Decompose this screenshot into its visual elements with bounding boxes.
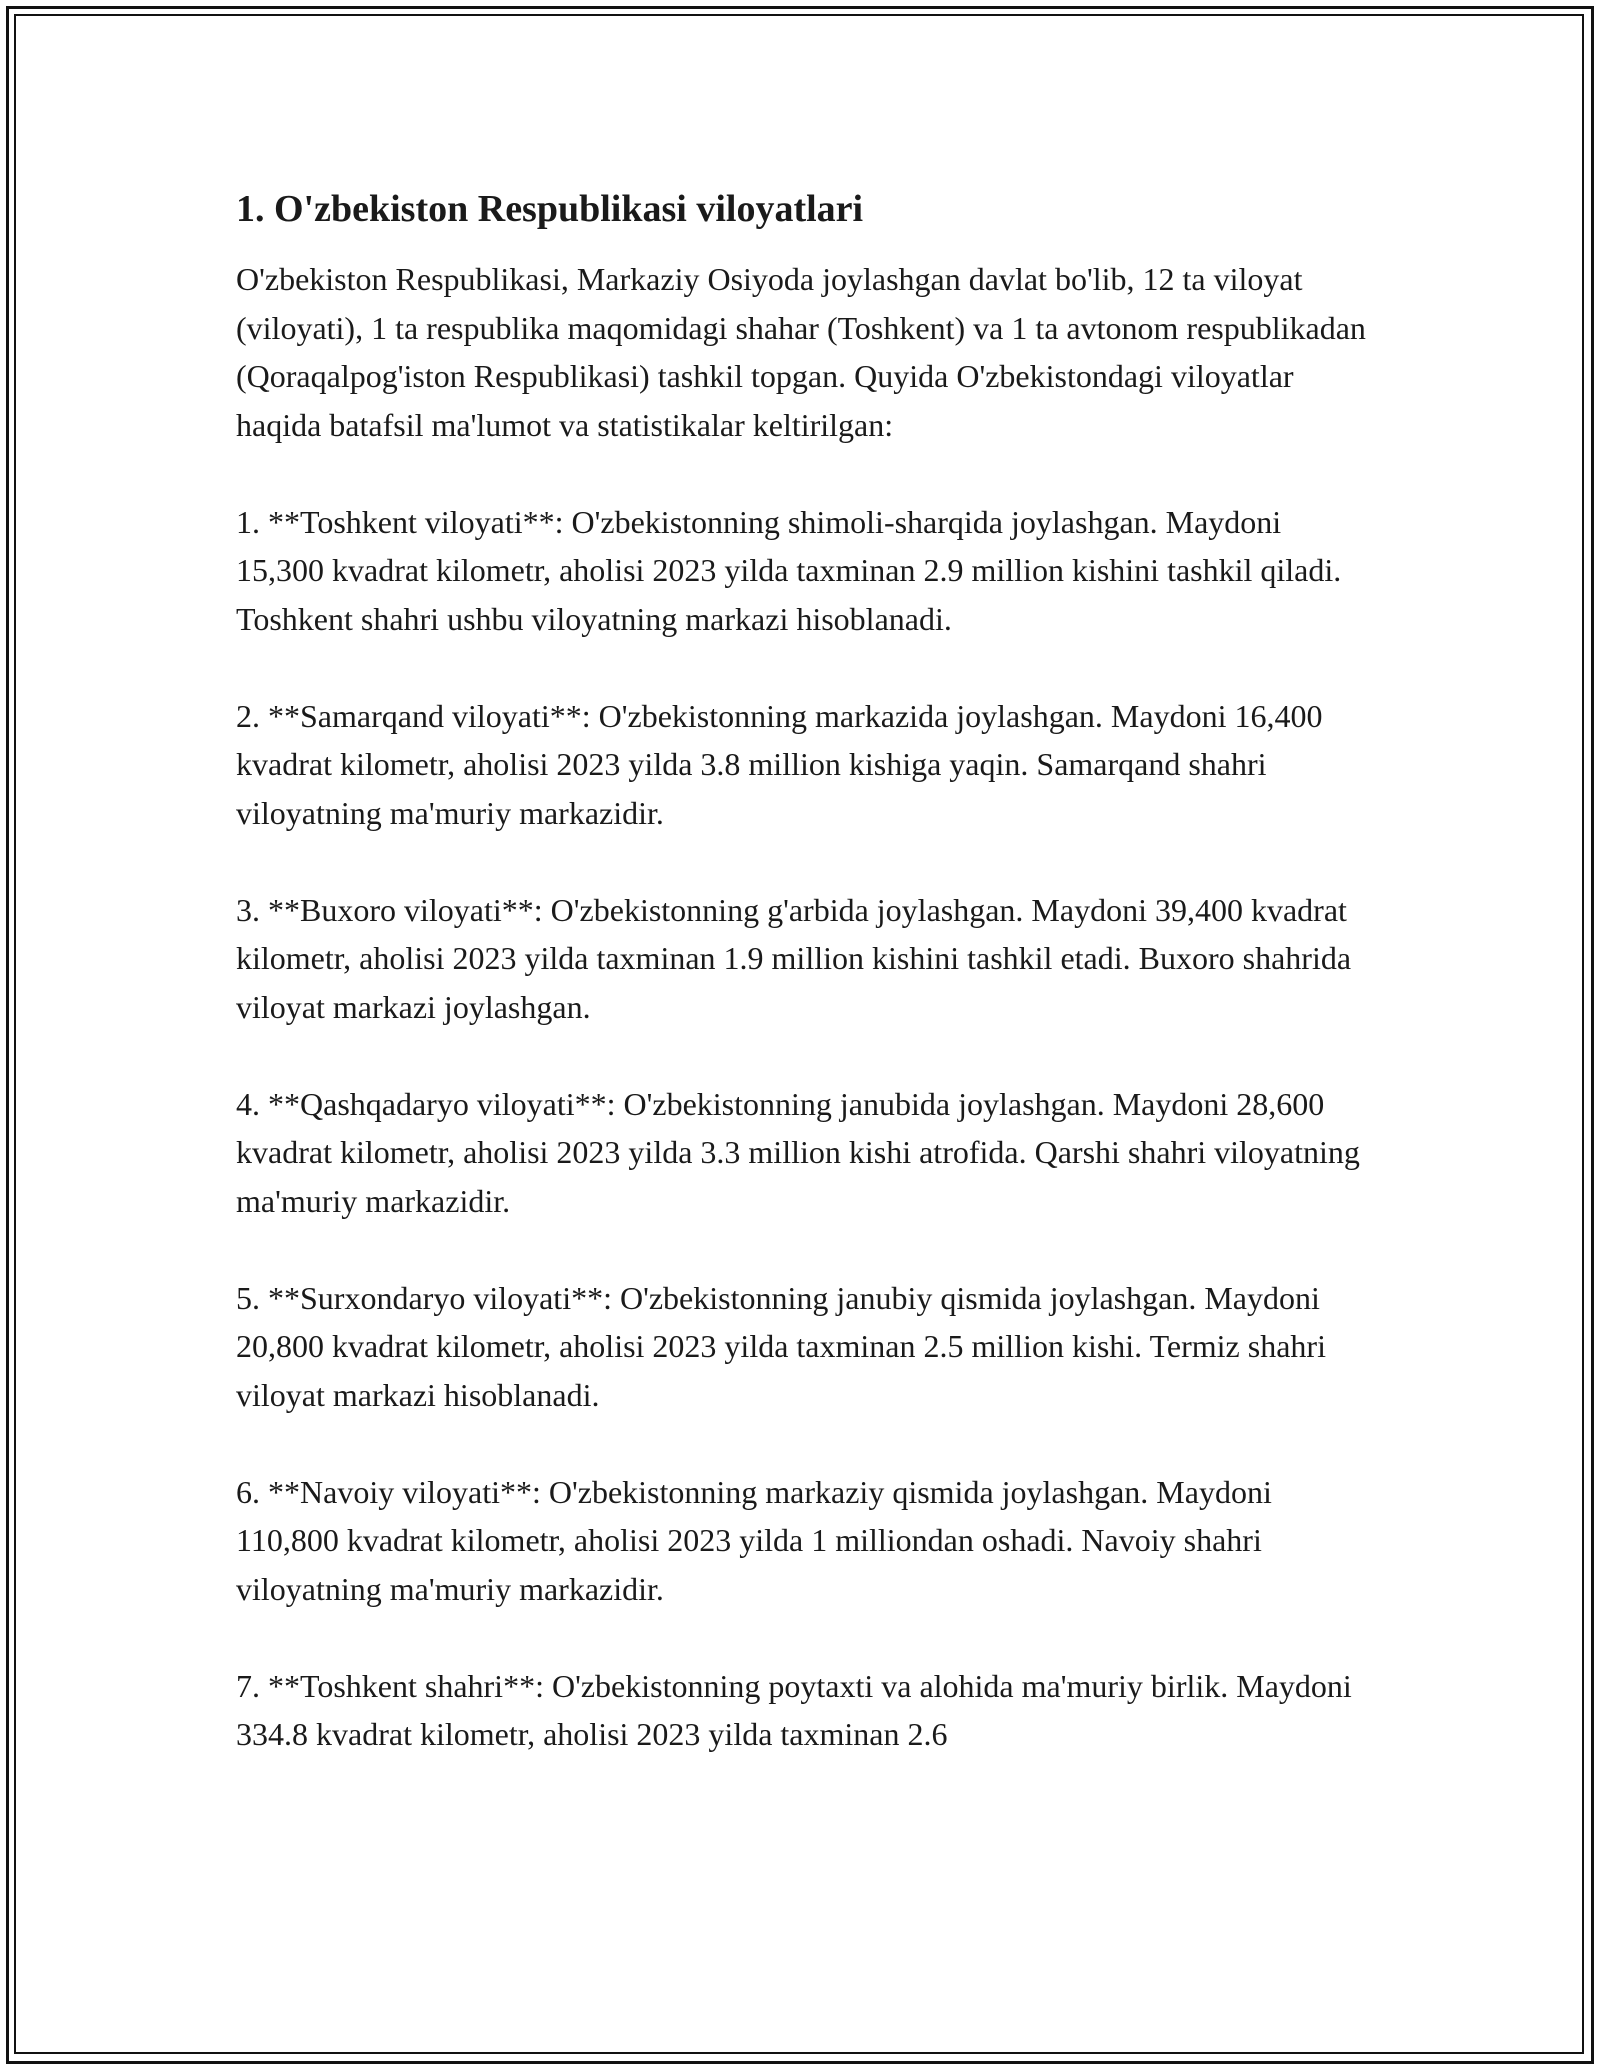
list-item-toshkent-viloyati: 1. **Toshkent viloyati**: O'zbekistonning shimoli-sharqida joylashgan. Maydoni 15,300 kvadrat kilometr, aholisi 2023 yilda taxminan 2.9 million kishini tashkil qiladi. Toshkent shahri ushbu viloyatning markazi hisoblanadi. [236,503,1342,637]
list-item-samarqand-viloyati: 2. **Samarqand viloyati**: O'zbekistonning markazida joylashgan. Maydoni 16,400 kvadrat kilometr, aholisi 2023 yilda 3.8 million kishiga yaqin. Samarqand shahri viloyatning ma'muriy markazidir. [236,697,1323,831]
intro-paragraph: O'zbekiston Respublikasi, Markaziy Osiyoda joylashgan davlat bo'lib, 12 ta viloyat (viloyati), 1 ta respublika maqomidagi shahar (Toshkent) va 1 ta avtonom respublikadan (Qoraqalpog'iston Respublikasi) tashkil topgan. Quyida O'zbekistondagi viloyatlar haqida batafsil ma'lumot va statistikalar keltirilgan: [236,261,1366,443]
section-heading: 1. O'zbekiston Respublikasi viloyatlari [236,188,864,230]
list-item-surxondaryo-viloyati: 5. **Surxondaryo viloyati**: O'zbekistonning janubiy qismida joylashgan. Maydoni 20,800 kvadrat kilometr, aholisi 2023 yilda taxminan 2.5 million kishi. Termiz shahri viloyat markazi hisoblanadi. [236,1279,1326,1413]
list-item-qashqadaryo-viloyati: 4. **Qashqadaryo viloyati**: O'zbekistonning janubida joylashgan. Maydoni 28,600 kvadrat kilometr, aholisi 2023 yilda 3.3 million kishi atrofida. Qarshi shahri viloyatning ma'muriy markazidir. [236,1085,1360,1219]
list-item-toshkent-shahri: 7. **Toshkent shahri**: O'zbekistonning poytaxti va alohida ma'muriy birlik. Maydoni 334.8 kvadrat kilometr, aholisi 2023 yilda taxminan 2.6 [236,1667,1352,1752]
list-item-navoiy-viloyati: 6. **Navoiy viloyati**: O'zbekistonning markaziy qismida joylashgan. Maydoni 110,800 kvadrat kilometr, aholisi 2023 yilda 1 milliondan oshadi. Navoiy shahri viloyatning ma'muriy markazidir. [236,1473,1272,1607]
list-item-buxoro-viloyati: 3. **Buxoro viloyati**: O'zbekistonning g'arbida joylashgan. Maydoni 39,400 kvadrat kilometr, aholisi 2023 yilda taxminan 1.9 million kishini tashkil etadi. Buxoro shahrida viloyat markazi joylashgan. [236,891,1352,1025]
document-body [236,185,1376,1807]
